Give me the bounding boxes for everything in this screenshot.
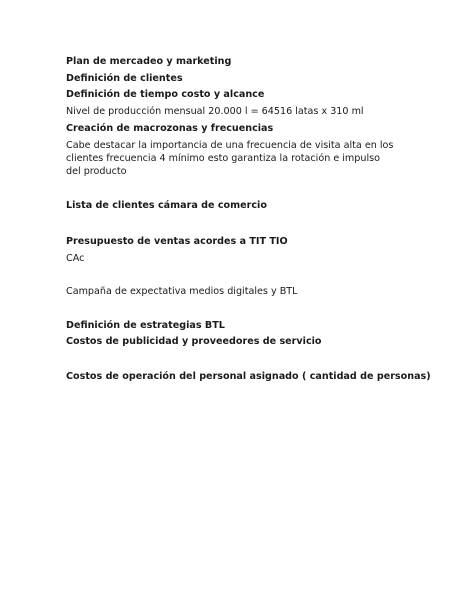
heading-macrozonas: Creación de macrozonas y frecuencias (66, 123, 274, 134)
heading-tiempo-costo-alcance: Definición de tiempo costo y alcance (66, 89, 265, 100)
heading-lista-clientes: Lista de clientes cámara de comercio (66, 200, 267, 211)
heading-estrategias-btl: Definición de estrategias BTL (66, 320, 225, 331)
text-cac: CAc (66, 253, 85, 264)
paragraph-frecuencia: Cabe destacar la importancia de una frecuencia de visita alta en los clientes frecuencia 4 mínimo esto garantiza la rotación e impulso del producto (66, 140, 394, 177)
heading-definicion-clientes: Definición de clientes (66, 73, 183, 84)
heading-plan-mercadeo: Plan de mercadeo y marketing (66, 56, 232, 67)
heading-costos-operacion: Costos de operación del personal asignado ( cantidad de personas) (66, 371, 431, 382)
text-nivel-produccion: Nivel de producción mensual 20.000 l = 64516 latas x 310 ml (66, 106, 364, 117)
heading-costos-publicidad: Costos de publicidad y proveedores de servicio (66, 336, 322, 347)
text-campana-expectativa: Campaña de expectativa medios digitales y BTL (66, 286, 298, 297)
heading-presupuesto-ventas: Presupuesto de ventas acordes a TIT TIO (66, 236, 288, 247)
